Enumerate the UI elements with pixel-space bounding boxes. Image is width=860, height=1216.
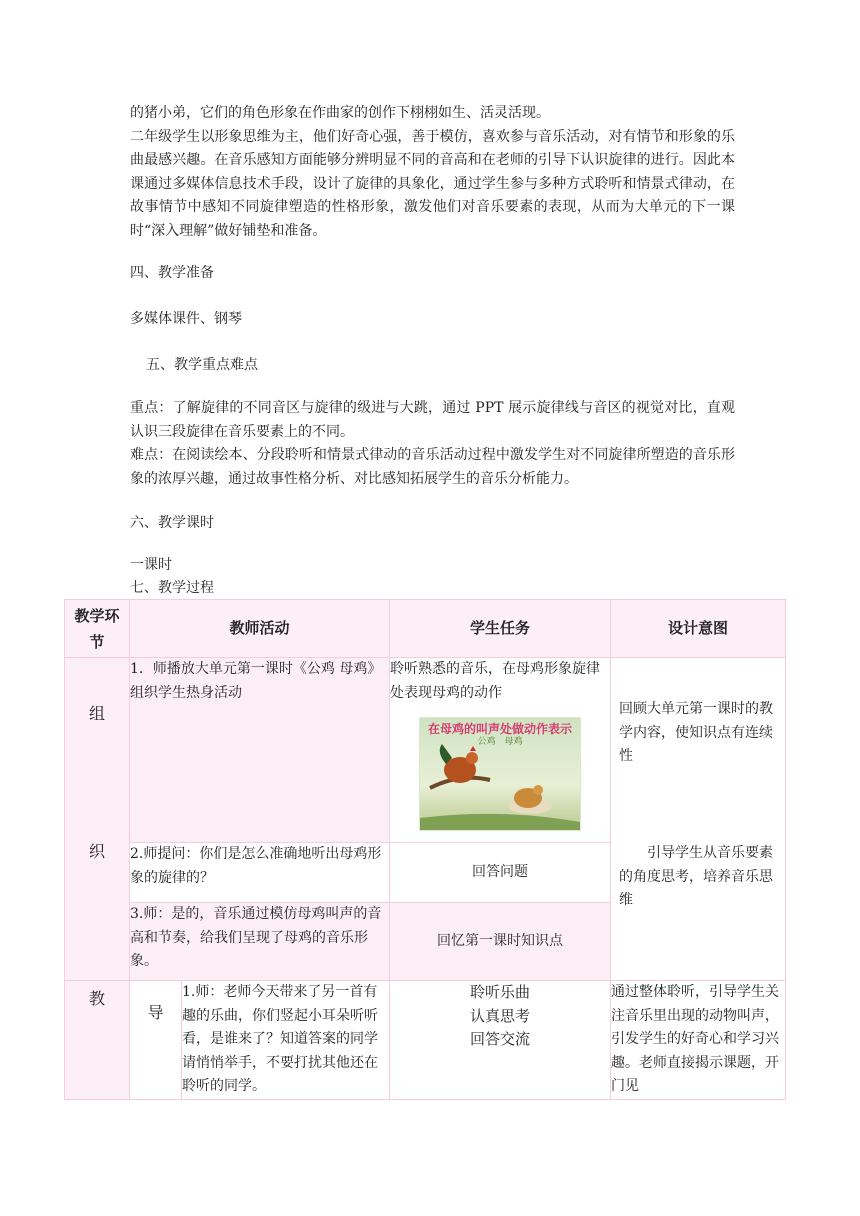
header-stage: 教学环节 — [65, 600, 130, 658]
design-intent-1: 回顾大单元第一课时的教学内容，使知识点有连续性 — [619, 701, 774, 764]
table-row — [65, 981, 786, 1100]
section-4-title: 四、教学准备 — [130, 265, 214, 281]
teaching-process-table — [64, 599, 786, 1100]
student-task-2: 回答问题 — [390, 843, 611, 903]
section-4-body: 多媒体课件、钢琴 — [130, 311, 242, 327]
section-6-body: 一课时 — [130, 557, 172, 573]
key-point: 重点：了解旋律的不同音区与旋律的级进与大跳，通过 PPT 展示旋律线与音区的视觉对比，直观认识三段旋律在音乐要素上的不同。 — [130, 400, 735, 440]
illustration-title: 在母鸡的叫声处做动作表示 — [428, 722, 573, 736]
teacher-activity-2: 2.师提问：你们是怎么准确地听出母鸡形象的旋律的？ — [130, 843, 390, 903]
table-row — [65, 658, 786, 843]
hen-icon — [420, 718, 580, 830]
design-intent-2: 引导学生从音乐要素的角度思考，培养音乐思维 — [619, 845, 774, 908]
intro-text — [130, 102, 735, 243]
difficult-point: 难点：在阅读绘本、分段聆听和情景式律动的音乐活动过程中激发学生对不同旋律所塑造的音乐形象的浓厚兴趣，通过故事性格分析、对比感知拓展学生的音乐分析能力。 — [130, 447, 735, 487]
teacher-activity-1: 1．师播放大单元第一课时《公鸡 母鸡》组织学生热身活动 — [130, 658, 390, 843]
intro-paragraph: 二年级学生以形象思维为主，他们好奇心强，善于模仿，喜欢参与音乐活动，对有情节和形象的乐曲最感兴趣。在音乐感知方面能够分辨明显不同的音高和在老师的引导下认识旋律的进行。因此本课通过多媒体信息技术手段，设计了旋律的具象化，通过学生参与多种方式聆听和情景式律动，在故事情节中感知不同旋律塑造的性格形象，激发他们对音乐要素的表现，从而为大单元的下一课时“深入理解”做好铺垫和准备。 — [130, 128, 735, 239]
section-5-body — [130, 397, 735, 491]
table-header-row — [65, 600, 786, 658]
student-task-4 — [390, 981, 611, 1100]
section-5-title: 五、教学重点难点 — [146, 357, 258, 373]
section-6-title: 六、教学课时 — [130, 515, 214, 531]
header-intent: 设计意图 — [611, 600, 786, 658]
student-task-line: 回答交流 — [470, 1030, 531, 1048]
teacher-activity-4: 1.师：老师今天带来了另一首有趣的乐曲，你们竖起小耳朵听听看，是谁来了？知道答案的同学请悄悄举手，不要打扰其他还在聆听的同学。 — [182, 981, 390, 1100]
header-student: 学生任务 — [390, 600, 611, 658]
student-task-3: 回忆第一课时知识点 — [390, 903, 611, 981]
student-task-1 — [390, 658, 611, 843]
student-task-text: 聆听熟悉的音乐，在母鸡形象旋律处表现母鸡的动作 — [390, 661, 601, 701]
stage-char: 教 — [88, 989, 105, 1008]
stage-cell — [65, 981, 130, 1100]
intro-line: 的猪小弟，它们的角色形象在作曲家的创作下栩栩如生、活灵活现。 — [130, 105, 550, 121]
hen-illustration — [419, 717, 581, 831]
teacher-activity-3: 3.师：是的，音乐通过模仿母鸡叫声的音高和节奏，给我们呈现了母鸡的音乐形象。 — [130, 903, 390, 981]
header-teacher: 教师活动 — [130, 600, 390, 658]
sub-stage-cell: 导 — [130, 981, 182, 1100]
stage-char: 织 — [88, 842, 105, 861]
stage-char: 组 — [88, 704, 105, 723]
stage-cell — [65, 658, 130, 981]
student-task-line: 聆听乐曲 — [470, 983, 531, 1001]
section-7-title: 七、教学过程 — [130, 580, 214, 596]
design-intent-cell — [611, 658, 786, 981]
illustration-subtitle: 公鸡 母鸡 — [477, 737, 523, 747]
student-task-line: 认真思考 — [470, 1006, 531, 1025]
design-intent-3: 通过整体聆听，引导学生关注音乐里出现的动物叫声，引发学生的好奇心和学习兴趣。老师直接揭示课题，开门见 — [611, 981, 786, 1100]
